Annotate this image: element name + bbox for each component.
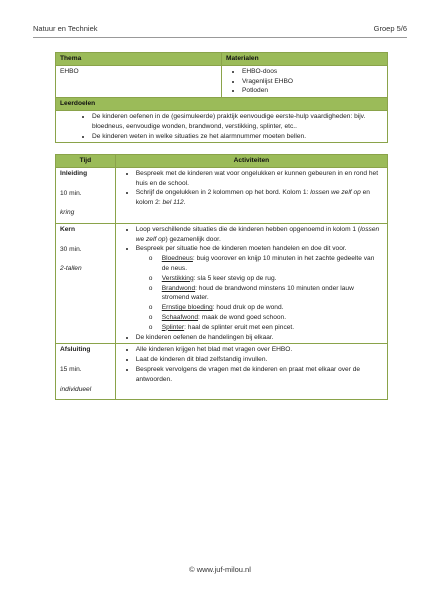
group-label: Groep 5/6 xyxy=(373,24,407,33)
materialen-header: Materialen xyxy=(222,53,388,66)
phase-duration: 15 min. xyxy=(60,366,82,374)
leerdoelen-header: Leerdoelen xyxy=(56,98,388,111)
thema-header: Thema xyxy=(56,53,222,66)
activity-item: • Alle kinderen krijgen het blad met vragen over EHBO. xyxy=(136,345,383,355)
leerdoel-item: • De kinderen weten in welke situaties ze het alarmnummer moeten bellen. xyxy=(92,132,383,142)
copyright-footer: © www.juf-milou.nl xyxy=(189,565,251,574)
first-aid-item: o Schaafwond: maak de wond goed schoon. xyxy=(162,313,383,323)
phase-title: Kern xyxy=(60,225,76,233)
inleiding-row xyxy=(56,167,388,223)
first-aid-item: o Brandwond: houd de brandwond minstens 10 minuten onder lauw stromend water. xyxy=(162,284,383,304)
phase-form: individueel xyxy=(60,385,92,393)
first-aid-item: o Verstikking: sla 5 keer stevig op de rug. xyxy=(162,274,383,284)
phase-duration: 30 min. xyxy=(60,245,82,253)
phase-title: Afsluiting xyxy=(60,346,91,354)
activity-item: • Schrijf de ongelukken in 2 kolommen op het bord. Kolom 1: lossen we zelf op en kolom 2: bel 112. xyxy=(136,188,383,208)
leerdoelen-cell xyxy=(56,110,388,142)
phase-form: 2-tallen xyxy=(60,265,82,273)
afsluiting-time-cell xyxy=(56,344,116,400)
activity-item: • Laat de kinderen dit blad zelfstandig invullen. xyxy=(136,355,383,365)
activity-item: • Bespreek vervolgens de vragen met de kinderen en praat met elkaar over de antwoorden. xyxy=(136,365,383,385)
phase-title: Inleiding xyxy=(60,169,88,177)
activity-item: • Loop verschillende situaties die de kinderen hebben opgenoemd in kolom 1 (lossen we zelf op) gezamenlijk door. xyxy=(136,225,383,245)
activity-item: • De kinderen oefenen de handelingen bij elkaar. xyxy=(136,333,383,343)
activity-item: • Bespreek per situatie hoe de kinderen moeten handelen en doe dit voor. o Bloedneus: buig voorover en knijp 10 minuten in het zachte gedeelte van de neus. o Verstikking: sla 5 keer stevig op de rug. o Brandwond: houd de brandwond minstens 10 minuten onder lauw stromend water. o Ernstige bloeding: houd druk op de wond. o Schaafwond: maak de wond goed schoon. o Splinter: haal de splinter eruit met een pincet. xyxy=(136,244,383,332)
phase-form: kring xyxy=(60,209,75,217)
material-item: • Potloden xyxy=(242,86,383,96)
material-item: • Vragenlijst EHBO xyxy=(242,77,383,87)
materials-cell xyxy=(222,65,388,97)
first-aid-item: o Bloedneus: buig voorover en knijp 10 minuten in het zachte gedeelte van de neus. xyxy=(162,254,383,274)
material-item: • EHBO-doos xyxy=(242,67,383,77)
afsluiting-row xyxy=(56,344,388,400)
kern-time-cell xyxy=(56,223,116,344)
kern-activities xyxy=(115,223,387,344)
inleiding-time-cell xyxy=(56,167,116,223)
header-divider xyxy=(33,37,407,38)
first-aid-item: o Ernstige bloeding: houd druk op de wond. xyxy=(162,303,383,313)
page-header xyxy=(33,24,407,33)
activiteiten-header: Activiteiten xyxy=(115,155,387,168)
phase-duration: 10 min. xyxy=(60,189,82,197)
first-aid-list xyxy=(136,254,383,332)
tijd-header: Tijd xyxy=(56,155,116,168)
afsluiting-activities xyxy=(115,344,387,400)
first-aid-item: o Splinter: haal de splinter eruit met een pincet. xyxy=(162,323,383,333)
subject-title: Natuur en Techniek xyxy=(33,24,98,33)
leerdoel-item: • De kinderen oefenen in de (gesimuleerde) praktijk eenvoudige eerste-hulp vaardigheden: bijv. bloedneus, eenvoudige wonden, brandwond, verstikking, splinter, etc.. xyxy=(92,112,383,132)
activities-table xyxy=(55,154,388,400)
kern-row xyxy=(56,223,388,344)
activity-item: • Bespreek met de kinderen wat voor ongelukken er kunnen gebeuren in en rond het huis en de school. xyxy=(136,169,383,189)
inleiding-activities xyxy=(115,167,387,223)
overview-table xyxy=(55,52,388,143)
thema-value: EHBO xyxy=(56,65,222,97)
